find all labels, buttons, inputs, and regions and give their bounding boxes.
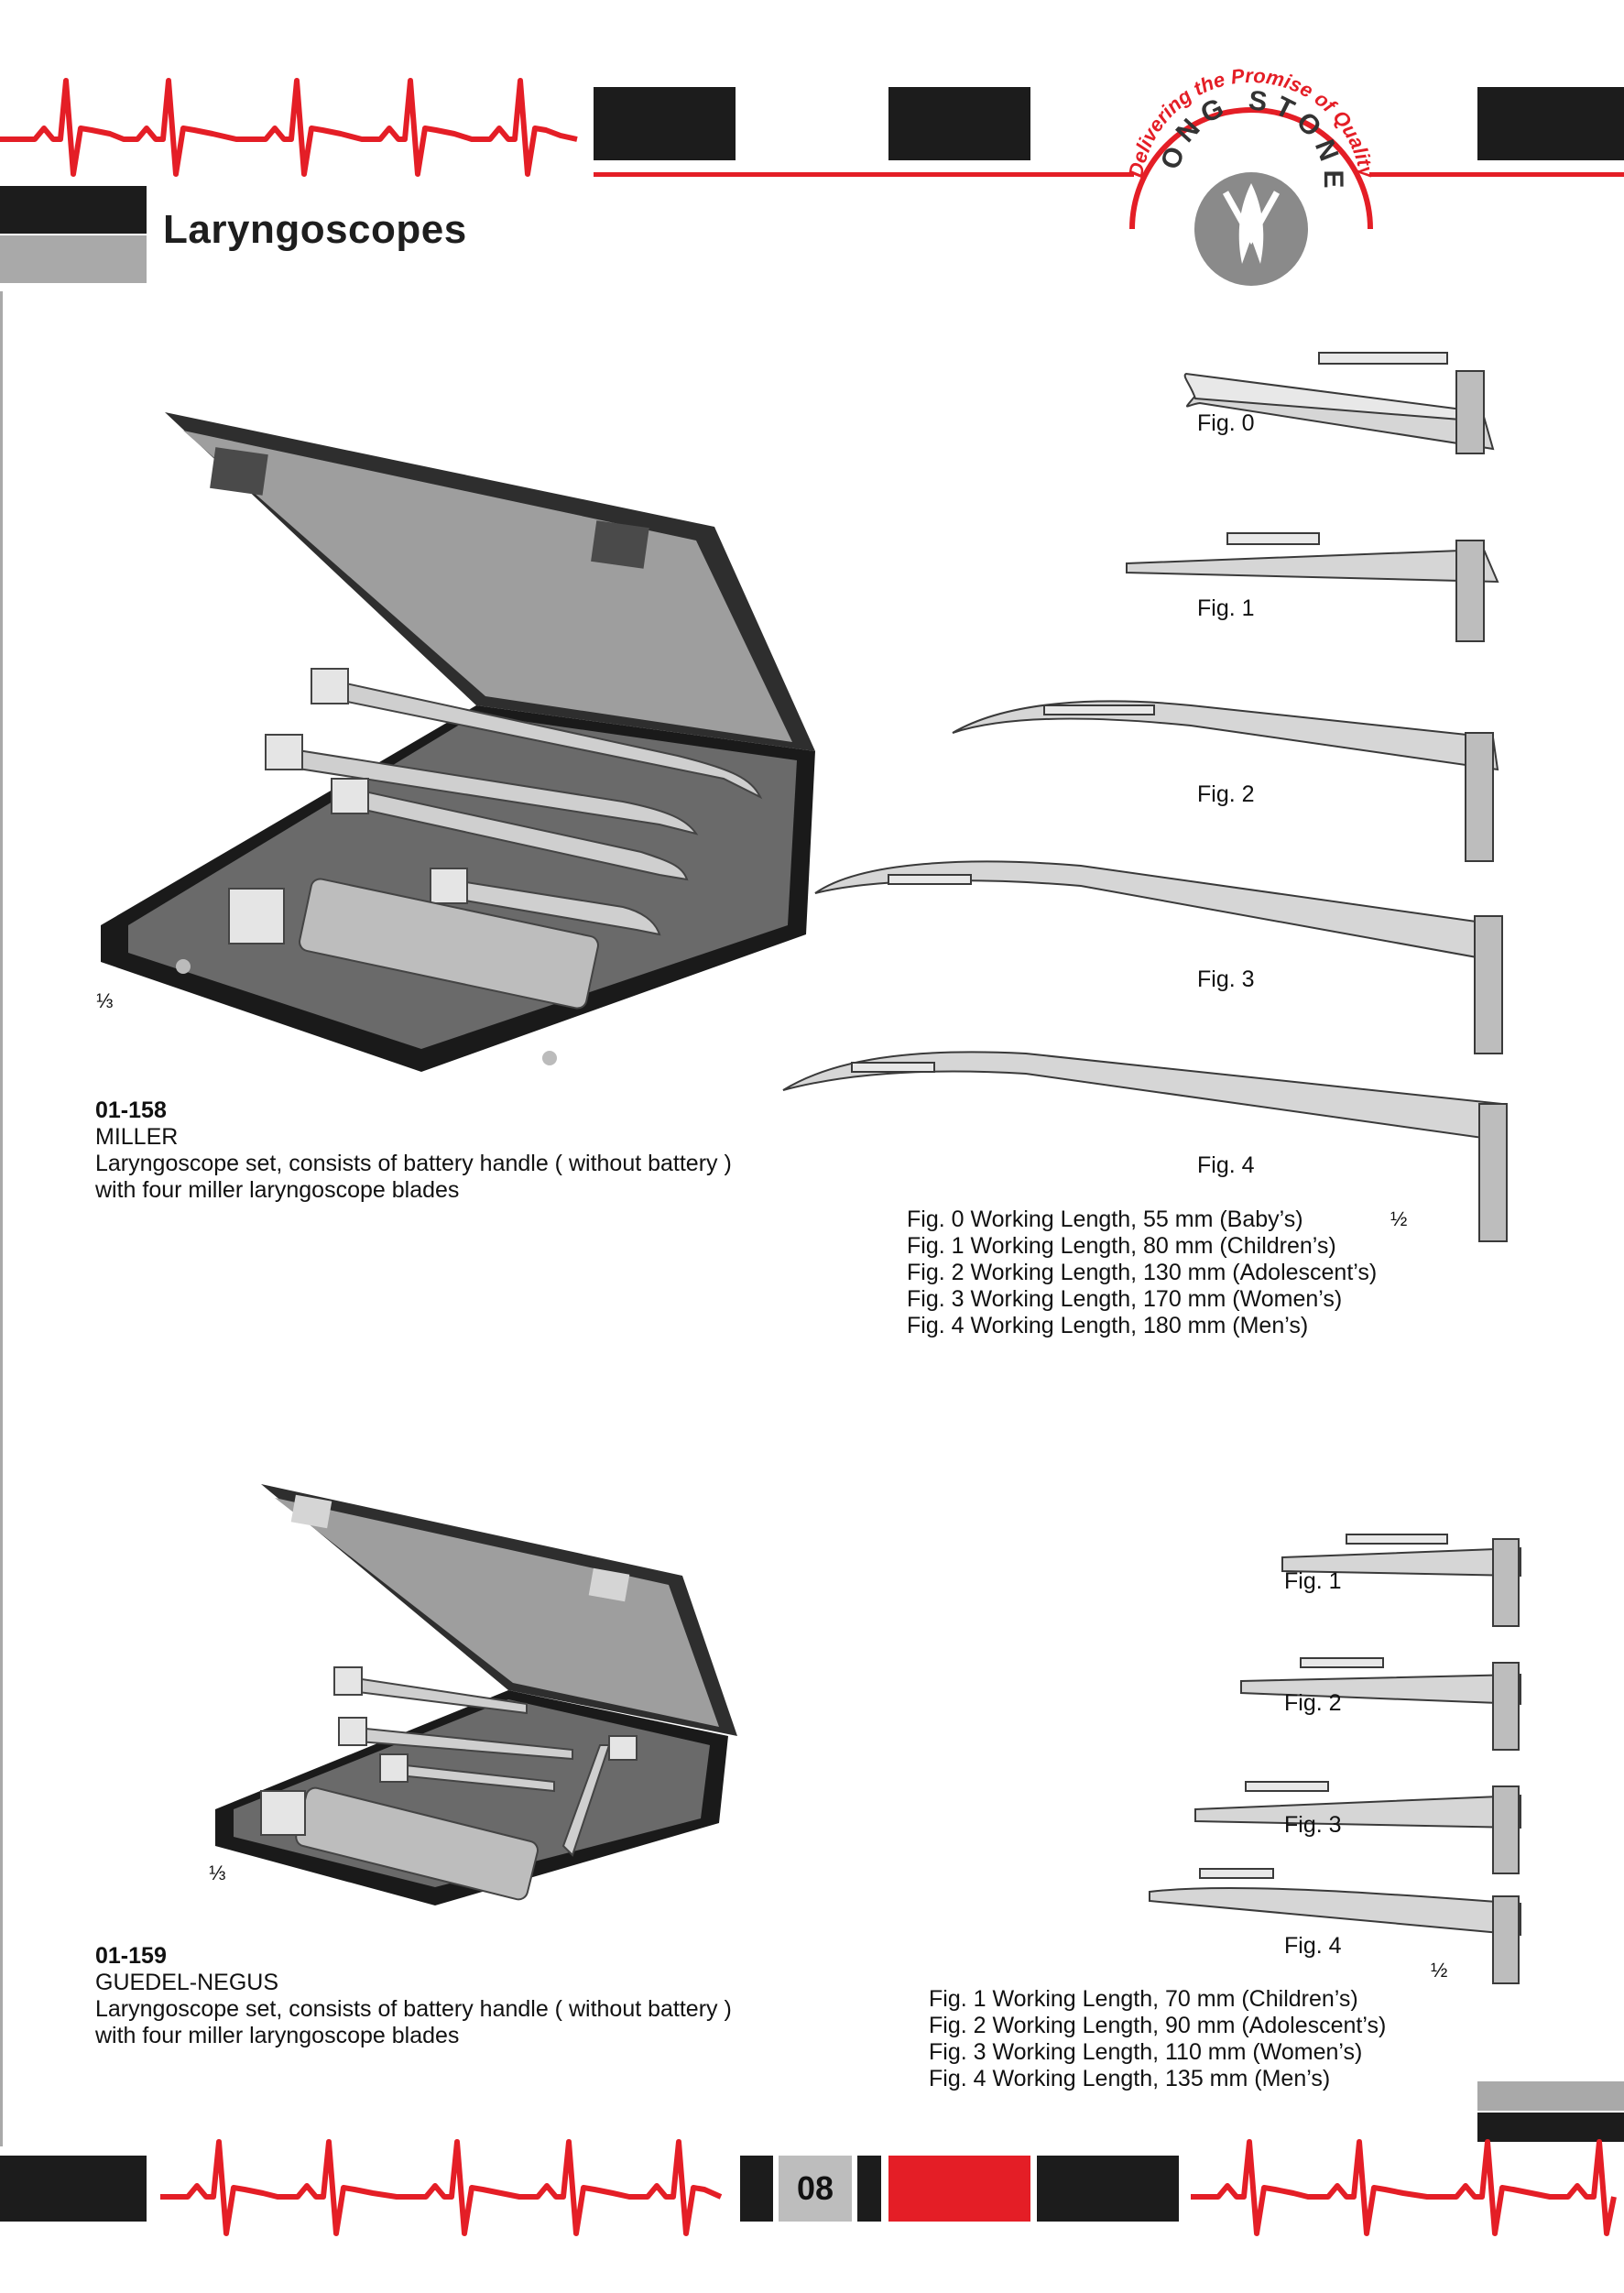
guedel-set-case-image (206, 1480, 756, 1910)
header-red-rule-right (1369, 172, 1624, 177)
product-description-1: Laryngoscope set, consists of battery handle ( without battery ) (95, 1996, 732, 2022)
footer-heartbeat-line-right (1191, 2135, 1621, 2244)
product-code: 01-159 (95, 1943, 167, 1969)
title-block-gray (0, 235, 147, 283)
miller-fig-label: Fig. 1 (1197, 595, 1255, 621)
header-block-1 (594, 87, 736, 160)
spec-line: Fig. 0 Working Length, 55 mm (Baby’s) (907, 1207, 1303, 1232)
product-guedel-negus (95, 1943, 732, 2049)
spec-line: Fig. 2 Working Length, 90 mm (Adolescent’s) (929, 2013, 1387, 2038)
miller-set-case-image (92, 394, 806, 1072)
footer-block-pre-number (740, 2156, 773, 2222)
miller-set-scale: ⅓ (96, 989, 114, 1012)
miller-fig-label: Fig. 2 (1197, 781, 1255, 807)
footer-block-mid (1037, 2156, 1179, 2222)
guedel-blades-scale: ½ (1431, 1959, 1448, 1982)
footer-heartbeat-line-left (160, 2135, 728, 2244)
product-name: MILLER (95, 1124, 179, 1150)
miller-specs (907, 1207, 1377, 1339)
guedel-blades-image (1136, 1521, 1548, 1988)
footer-red-block (888, 2156, 1030, 2222)
footer-block-left (0, 2156, 147, 2222)
miller-blades-scale: ½ (1390, 1207, 1408, 1230)
product-code: 01-158 (95, 1097, 167, 1123)
guedel-fig-label: Fig. 4 (1284, 1933, 1342, 1959)
guedel-fig-label: Fig. 3 (1284, 1812, 1342, 1838)
header-block-2 (888, 87, 1030, 160)
spec-line: Fig. 2 Working Length, 130 mm (Adolescent’s) (907, 1260, 1378, 1285)
spec-line: Fig. 3 Working Length, 170 mm (Women’s) (907, 1286, 1343, 1312)
brand-tagline: Delivering the Promise of Quality (1124, 63, 1379, 180)
footer-block-post-number (857, 2156, 881, 2222)
spec-line: Fig. 1 Working Length, 70 mm (Children’s) (929, 1986, 1358, 2012)
miller-fig-label: Fig. 3 (1197, 966, 1255, 992)
title-block-dark (0, 186, 147, 234)
guedel-set-scale: ⅓ (209, 1862, 226, 1884)
product-description-2: with four miller laryngoscope blades (95, 2023, 460, 2048)
guedel-fig-label: Fig. 1 (1284, 1568, 1342, 1594)
spec-line: Fig. 3 Working Length, 110 mm (Women’s) (929, 2039, 1363, 2065)
product-description-1: Laryngoscope set, consists of battery handle ( without battery ) (95, 1151, 732, 1176)
product-description-2: with four miller laryngoscope blades (95, 1177, 460, 1203)
guedel-specs (929, 1986, 1386, 2092)
header-heartbeat-line (0, 73, 586, 192)
spec-line: Fig. 1 Working Length, 80 mm (Children’s) (907, 1233, 1336, 1259)
spec-line: Fig. 4 Working Length, 135 mm (Men’s) (929, 2066, 1331, 2091)
product-name: GUEDEL-NEGUS (95, 1970, 279, 1995)
brand-name: LONG STONE (1101, 31, 1349, 196)
miller-fig-label: Fig. 0 (1197, 410, 1255, 436)
guedel-fig-label: Fig. 2 (1284, 1690, 1342, 1716)
left-margin-rule (0, 291, 3, 2146)
product-miller (95, 1097, 732, 1204)
page-title: Laryngoscopes (163, 207, 467, 252)
header-block-3 (1477, 87, 1624, 160)
spec-line: Fig. 4 Working Length, 180 mm (Men’s) (907, 1313, 1309, 1338)
header-red-rule-left (594, 172, 1134, 177)
miller-fig-label: Fig. 4 (1197, 1152, 1255, 1178)
brand-logo (1101, 31, 1389, 284)
page-number: 08 (779, 2156, 852, 2222)
right-gray-tab (1477, 2081, 1624, 2111)
miller-blades-image (751, 330, 1557, 1237)
